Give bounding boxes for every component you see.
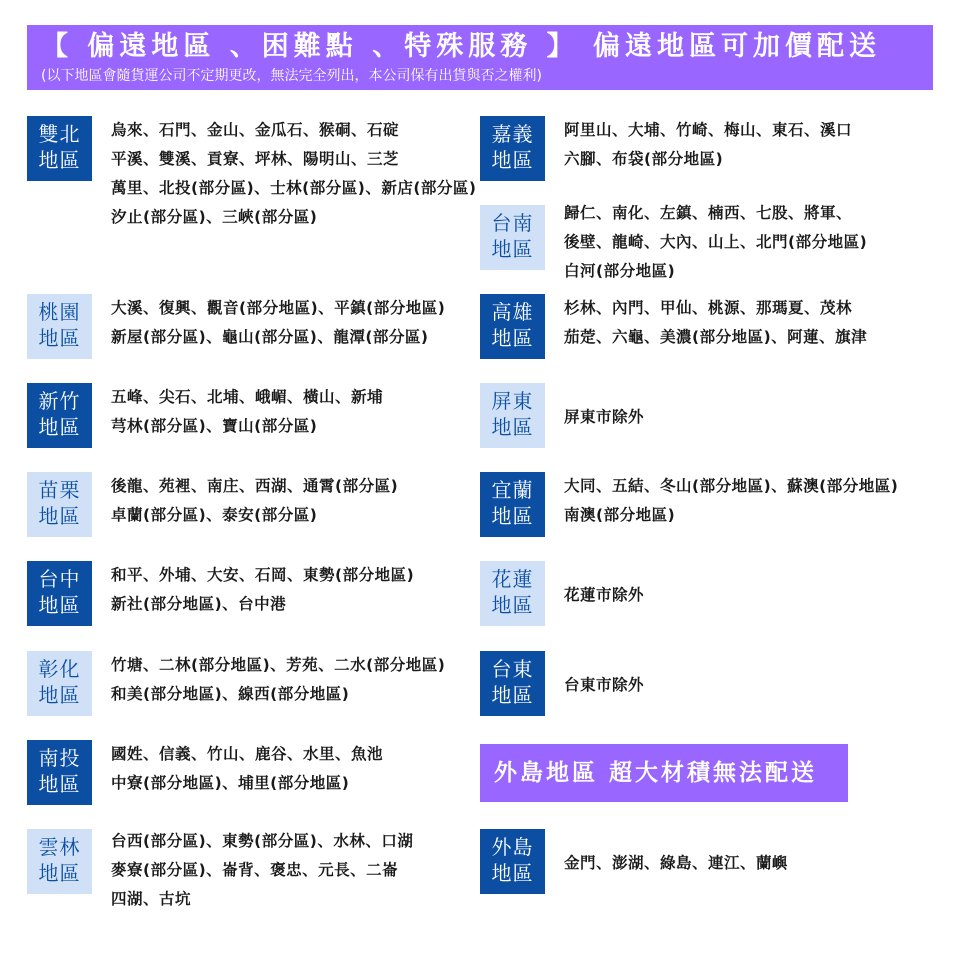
region-tag: 南投 地區 <box>27 740 92 805</box>
region-tag: 花蓮 地區 <box>480 561 545 626</box>
page-title: 【 偏遠地區 、困難點 、特殊服務 】 偏遠地區可加價配送 <box>41 31 881 62</box>
region-tag: 新竹 地區 <box>27 383 92 448</box>
region-areas: 五峰、尖石、北埔、峨嵋、橫山、新埔 芎林(部分區)、寶山(部分區) <box>111 388 384 435</box>
region-areas: 屏東市除外 <box>564 408 645 426</box>
region-areas: 杉林、內門、甲仙、桃源、那瑪夏、茂林 茄萣、六龜、美濃(部分地區)、阿蓮、旗津 <box>564 299 868 346</box>
region-tag: 屏東 地區 <box>480 383 545 448</box>
region-areas: 國姓、信義、竹山、鹿谷、水里、魚池 中寮(部分地區)、埔里(部分地區) <box>111 745 384 792</box>
region-areas: 大溪、復興、觀音(部分地區)、平鎮(部分地區) 新屋(部分區)、龜山(部分區)、龍潭(部分區) <box>111 299 446 346</box>
region-areas: 歸仁、南化、左鎮、楠西、七股、將軍、 後壁、龍崎、大內、山上、北門(部分地區) 白河(部分地區) <box>564 204 868 280</box>
region-areas: 烏來、石門、金山、金瓜石、猴硐、石碇 平溪、雙溪、貢寮、坪林、陽明山、三芝 萬里、北投(部分區)、士林(部分區)、新店(部分區) 汐止(部分區)、三峽(部分區) <box>111 121 477 226</box>
region-tag: 台南 地區 <box>480 205 545 270</box>
region-areas: 台西(部分區)、東勢(部分區)、水林、口湖 麥寮(部分區)、崙背、褒忠、元長、二崙 四湖、古坑 <box>111 832 414 908</box>
region-tag: 宜蘭 地區 <box>480 472 545 537</box>
region-tag: 台中 地區 <box>27 561 92 626</box>
region-areas: 和平、外埔、大安、石岡、東勢(部分地區) 新社(部分地區)、台中港 <box>111 566 415 613</box>
region-tag: 高雄 地區 <box>480 294 545 359</box>
region-areas: 台東市除外 <box>564 676 645 694</box>
region-tag: 彰化 地區 <box>27 651 92 716</box>
region-areas: 金門、澎湖、綠島、連江、蘭嶼 <box>564 854 789 872</box>
header-banner <box>27 25 933 90</box>
region-tag: 雲林 地區 <box>27 829 92 894</box>
region-tag: 嘉義 地區 <box>480 116 545 181</box>
region-areas: 竹塘、二林(部分地區)、芳苑、二水(部分地區) 和美(部分地區)、線西(部分地區) <box>111 656 446 703</box>
region-areas: 阿里山、大埔、竹崎、梅山、東石、溪口 六腳、布袋(部分地區) <box>564 121 853 168</box>
region-areas: 大同、五結、冬山(部分地區)、蘇澳(部分地區) 南澳(部分地區) <box>564 477 899 524</box>
region-tag: 苗栗 地區 <box>27 472 92 537</box>
outlying-islands-banner: 外島地區 超大材積無法配送 <box>480 744 848 802</box>
page-subtitle: (以下地區會隨貨運公司不定期更改，無法完全列出，本公司保有出貨與否之權利) <box>41 68 542 84</box>
region-tag: 外島 地區 <box>480 829 545 894</box>
region-areas: 後龍、苑裡、南庄、西湖、通霄(部分區) 卓蘭(部分區)、泰安(部分區) <box>111 477 399 524</box>
region-areas: 花蓮市除外 <box>564 586 645 604</box>
region-tag: 桃園 地區 <box>27 294 92 359</box>
region-tag: 雙北 地區 <box>27 116 92 181</box>
region-tag: 台東 地區 <box>480 651 545 716</box>
